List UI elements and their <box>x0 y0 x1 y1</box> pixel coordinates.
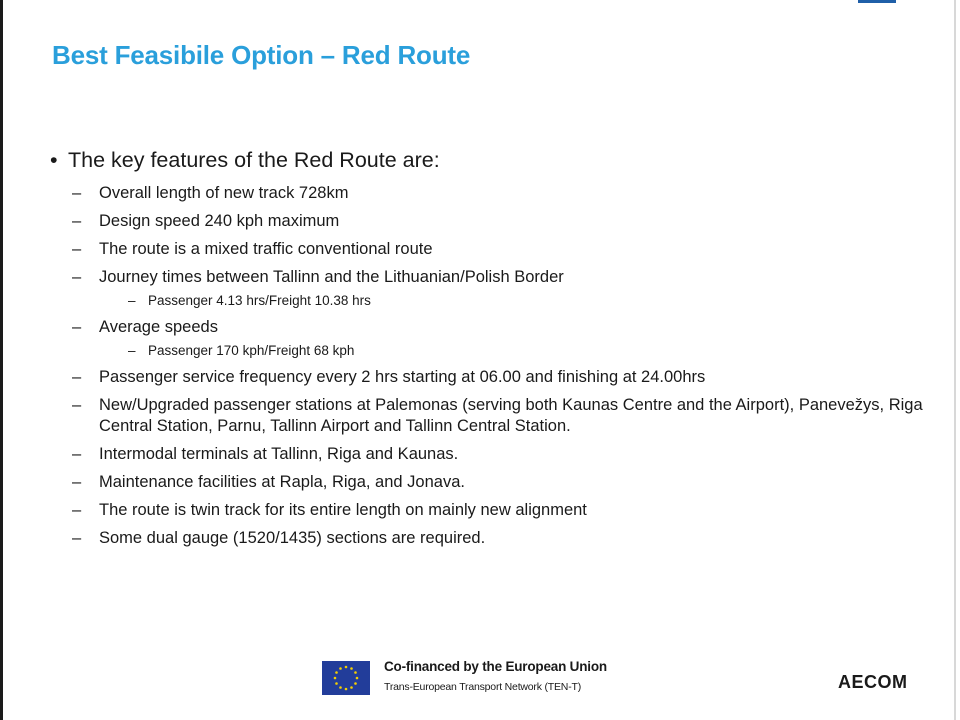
list-item: – Some dual gauge (1520/1435) sections are required. <box>72 529 486 547</box>
slide-title: Best Feasibile Option – Red Route <box>52 40 471 70</box>
left-border <box>0 0 3 720</box>
right-border <box>954 0 956 720</box>
slide-footer <box>0 655 960 710</box>
eu-stars-icon <box>322 661 370 695</box>
slide-content <box>50 148 930 556</box>
list-item: – Intermodal terminals at Tallinn, Riga and Kaunas. <box>72 445 459 463</box>
item-text: Average speeds <box>99 318 218 336</box>
item-text: Journey times between Tallinn and the Lithuanian/Polish Border <box>99 268 564 286</box>
bullet-dot: • <box>50 148 58 172</box>
top-accent-bar <box>858 0 896 3</box>
ten-t-label: Trans-European Transport Network (TEN-T) <box>384 681 582 693</box>
item-text: Maintenance facilities at Rapla, Riga, and Jonava. <box>99 473 465 491</box>
aecom-logo: AECOM <box>838 672 908 692</box>
item-text: The route is a mixed traffic conventional route <box>99 240 433 258</box>
list-item: – The route is a mixed traffic conventional route <box>72 240 433 258</box>
item-text: Overall length of new track 728km <box>99 184 349 202</box>
item-text: New/Upgraded passenger stations at Palemonas (serving both Kaunas Centre and the Airport), Panevežys, Riga Central Station, Parnu, Tallinn Airport and Tallinn Central Station. <box>99 396 923 435</box>
list-item: – New/Upgraded passenger stations at Palemonas (serving both Kaunas Centre and the Airport), Panevežys, Riga Central Station, Parnu, Tallinn Airport and Tallinn Central Station. <box>72 396 923 435</box>
intro-text: The key features of the Red Route are: <box>68 148 440 172</box>
item-text: Passenger service frequency every 2 hrs starting at 06.00 and finishing at 24.00hrs <box>99 368 706 386</box>
list-item: – Average speeds <box>72 318 218 336</box>
sub-item-text: Passenger 170 kph/Freight 68 kph <box>148 343 355 358</box>
item-text: The route is twin track for its entire length on mainly new alignment <box>99 501 587 519</box>
sub-item-text: Passenger 4.13 hrs/Freight 10.38 hrs <box>148 293 371 308</box>
item-text: Intermodal terminals at Tallinn, Riga and Kaunas. <box>99 445 459 463</box>
intro-bullet <box>50 148 930 173</box>
sub-list-item: – Passenger 170 kph/Freight 68 kph <box>128 343 355 358</box>
list-item: – Design speed 240 kph maximum <box>72 212 340 230</box>
feature-list <box>50 183 930 549</box>
list-item: – Overall length of new track 728km <box>72 184 349 202</box>
item-text: Some dual gauge (1520/1435) sections are required. <box>99 529 486 547</box>
item-text: Design speed 240 kph maximum <box>99 212 340 230</box>
list-item: – Maintenance facilities at Rapla, Riga, and Jonava. <box>72 473 465 491</box>
list-item: – Passenger service frequency every 2 hrs starting at 06.00 and finishing at 24.00hrs <box>72 368 706 386</box>
eu-flag-icon <box>322 661 370 695</box>
list-item: – The route is twin track for its entire length on mainly new alignment <box>72 501 587 519</box>
sub-list-item: – Passenger 4.13 hrs/Freight 10.38 hrs <box>128 293 371 308</box>
eu-cofinanced-label: Co-financed by the European Union <box>384 659 607 674</box>
list-item: – Journey times between Tallinn and the Lithuanian/Polish Border <box>72 268 564 286</box>
